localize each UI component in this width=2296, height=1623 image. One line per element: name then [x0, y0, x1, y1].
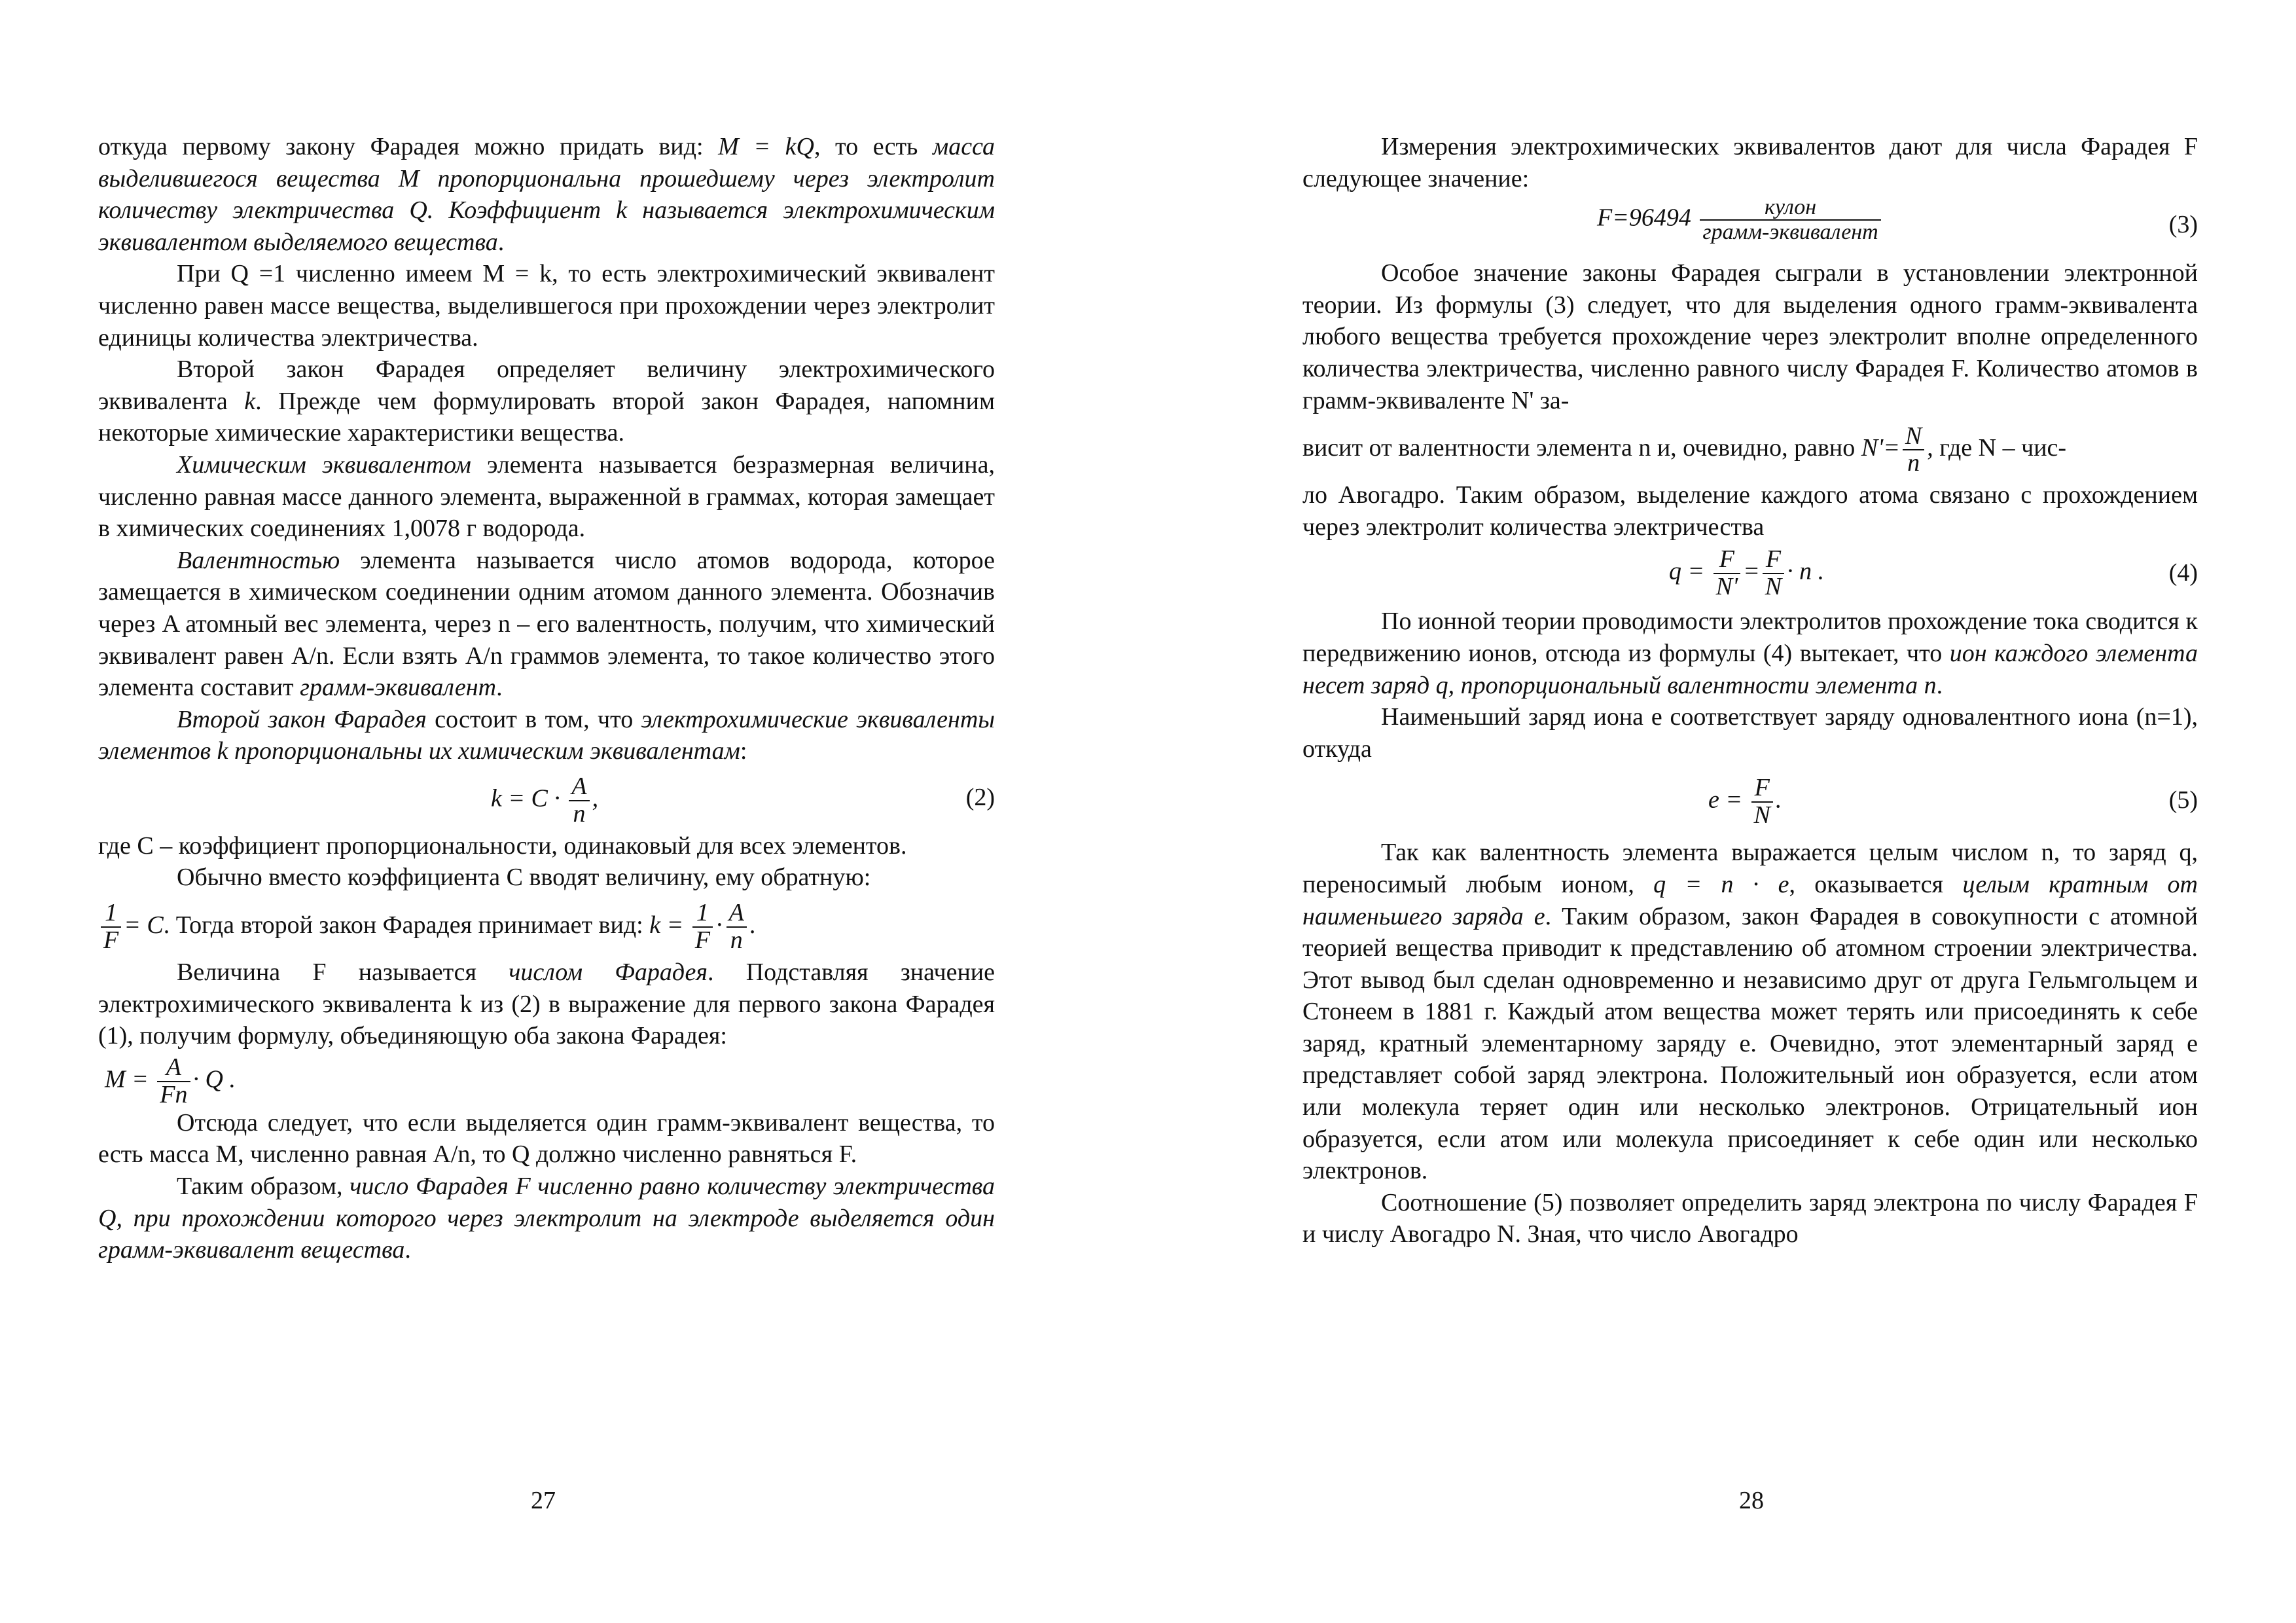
- paragraph: Обычно вместо коэффициента C вводят величину, ему обратную:: [177, 864, 871, 892]
- faraday-number-statement: число Фарадея F численно равно количеству электричества Q, при прохождении которого через электролит на электроде выделяется один грамм-эквивалент вещества: [98, 1173, 995, 1264]
- paragraph: Особое значение законы Фарадея сыграли в установлении электронной теории. Из формулы (3) следует, что для выделения одного грамм-эквивалента любого вещества требуется прохождение через электролит вполне определенного количества электричества, численно равного числу Фарадея F. Количество атомов в грамм-эквиваленте N' за-: [1302, 259, 2198, 414]
- term: Химическим эквивалентом: [177, 450, 471, 479]
- paragraph: Так как валентность элемента выражается целым числом n, то заряд q, переносимый любым ионом, q = n · e, оказывается целым кратным от наименьшего заряда e. Таким образом, закон Фарадея в совокупности с атомной теорией вещества приводит к представлению об атомном строении электричества. Этот вывод был сделан одновременно и независимо друг от друга Гельмгольцем и Стонеем в 1881 г. Каждый атом вещества может терять или присоединять к себе заряд, кратный элементарному заряду e. Очевидно, этот элементарный заряд e представляет собой заряд электрона. Положительный ион образуется, если атом или молекула теряет один или несколько электронов. Отрицательный ион образуется, если атом или молекула присоединяет к себе один или несколько электронов.: [1302, 839, 2198, 1185]
- page-number: 28: [1739, 1487, 1764, 1514]
- equation-3: F=96494 $\frac{\text{кулон}}{\text{грамм-эквивалент}}$ (3): [1597, 195, 2198, 244]
- right-page: [1302, 131, 2198, 1250]
- term: числом Фарадея: [509, 958, 708, 987]
- equation-number: (5): [2168, 786, 2198, 814]
- paragraph: Соотношение (5) позволяет определить заряд электрона по числу Фарадея F и числу Авогадро N. Зная, что число Авогадро: [1302, 1188, 2198, 1249]
- combined-law-equation: M = $\frac{A}{Fn}$ · Q .: [105, 1053, 236, 1108]
- term: Второй закон Фарадея: [177, 705, 427, 733]
- paragraph: При Q =1 численно имеем M = k, то есть электрохимический эквивалент численно равен массе вещества, выделившегося при прохождении через электролит единицы количества электричества.: [98, 260, 995, 352]
- paragraph: Таким образом, число Фарадея F численно равно количеству электричества Q, при прохождении которого через электролит на электроде выделяется один грамм-эквивалент вещества.: [98, 1173, 995, 1264]
- paragraph: $\frac{1}{F}$ = C. Тогда второй закон Фарадея принимает вид: k = $\frac{1}{F}$ · $\frac{A}{n}$ .: [98, 894, 995, 957]
- page-number: 27: [531, 1487, 556, 1514]
- paragraph: ло Авогадро. Таким образом, выделение каждого атома связано с прохождением через электролит количества электричества: [1302, 481, 2198, 541]
- term: грамм-эквивалент: [300, 674, 497, 702]
- equation-number: (2): [965, 783, 995, 811]
- paragraph: где C – коэффициент пропорциональности, одинаковый для всех элементов.: [98, 831, 907, 860]
- equation-2: k = C · $\frac{A}{n}$ , (2): [491, 772, 995, 828]
- paragraph: откуда первому закону Фарадея можно придать вид: M = kQ, то есть масса выделившегося вещества M пропорциональна прошедшему через электролит количеству электричества Q. Коэффициент k называется электрохимическим эквивалентом выделяемого вещества.: [98, 133, 995, 256]
- second-law-statement: электрохимические эквиваленты элементов k пропорциональны их химическим эквивалентам: [98, 705, 995, 765]
- paragraph: Второй закон Фарадея состоит в том, что электрохимические эквиваленты элементов k пропорциональны их химическим эквивалентам:: [98, 705, 995, 765]
- paragraph: Величина F называется числом Фарадея. Подставляя значение электрохимического эквивалента k из (2) в выражение для первого закона Фарадея (1), получим формулу, объединяющую оба закона Фарадея:: [98, 958, 995, 1050]
- equation-number: (4): [2168, 559, 2198, 587]
- paragraph: Измерения электрохимических эквивалентов дают для числа Фарадея F следующее значение:: [1302, 133, 2198, 192]
- paragraph: Отсюда следует, что если выделяется один грамм-эквивалент вещества, то есть масса M, численно равная A/n, то Q должно численно равняться F.: [98, 1108, 995, 1169]
- paragraph: По ионной теории проводимости электролитов прохождение тока сводится к передвижению ионов, отсюда из формулы (4) вытекает, что ион каждого элемента несет заряд q, пропорциональный валентности элемента n.: [1302, 608, 2198, 699]
- paragraph: Химическим эквивалентом элемента называется безразмерная величина, численно равная массе данного элемента, выраженной в граммах, которая замещает в химических соединениях 1,0078 г водорода.: [98, 450, 995, 543]
- paragraph: висит от валентности элемента n и, очевидно, равно N'= $\frac{N}{n}$ , где N – чис-: [1302, 422, 2067, 477]
- equation-4: q = $\frac{F}{N'}$ = $\frac{F}{N}$ · n . (4): [1669, 545, 2198, 601]
- paragraph: Наименьший заряд иона e соответствует заряду одновалентного иона (n=1), откуда: [1302, 703, 2198, 763]
- left-page: [98, 131, 995, 1266]
- formula: M = kQ: [718, 133, 814, 160]
- integer-multiple-statement: целым кратным от наименьшего заряда e: [1302, 870, 2198, 930]
- equation-number: (3): [2168, 211, 2198, 239]
- first-law-statement: масса выделившегося вещества M пропорциональна прошедшему через электролит количеству электричества Q. Коэффициент k называется электрохимическим эквивалентом выделяемого вещества: [98, 133, 995, 256]
- paragraph: Второй закон Фарадея определяет величину электрохимического эквивалента k. Прежде чем формулировать второй закон Фарадея, напомним некоторые химические характеристики вещества.: [98, 356, 995, 447]
- ion-charge-statement: ион каждого элемента несет заряд q, пропорциональный валентности элемента n: [1302, 639, 2198, 699]
- paragraph: Валентностью элемента называется число атомов водорода, которое замещается в химическом соединении одним атомом данного элемента. Обозначив через A атомный вес элемента, через n – его валентность, получим, что химический эквивалент равен A/n. Если взять A/n граммов элемента, то такое количество этого элемента составит грамм-эквивалент.: [98, 546, 995, 702]
- equation-5: e = $\frac{F}{N}$ . (5): [1708, 774, 2198, 830]
- term: Валентностью: [177, 546, 340, 574]
